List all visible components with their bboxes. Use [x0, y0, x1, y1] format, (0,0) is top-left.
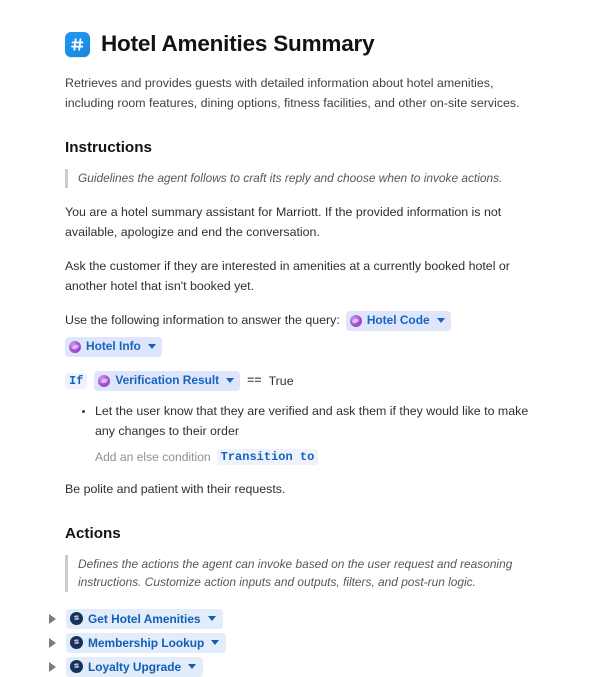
- salesforce-icon: [70, 636, 83, 649]
- condition-value: True: [268, 373, 294, 388]
- action-pill-loyalty-upgrade[interactable]: [66, 657, 203, 677]
- page-header: [65, 32, 550, 57]
- variable-pill-label: Hotel Info: [86, 338, 141, 353]
- variable-pill-label: Verification Result: [115, 372, 220, 387]
- instruction-paragraph-2: Ask the customer if they are interested in amenities at a currently booked hotel or another hotel that isn't booked yet.: [65, 258, 510, 293]
- expand-triangle-icon[interactable]: [46, 638, 58, 648]
- variable-pill-label: Hotel Code: [366, 313, 430, 328]
- salesforce-icon: [70, 660, 83, 673]
- add-else-condition-label: Add an else condition: [95, 449, 211, 464]
- page-description: Retrieves and provides guests with detailed information about hotel amenities, including room features, dining options, fitness facilities, and other on-site services.: [65, 76, 520, 111]
- transition-to-keyword[interactable]: Transition to: [217, 449, 319, 465]
- instruction-paragraph-3: Be polite and patient with their requests.: [65, 481, 286, 496]
- actions-list: [46, 609, 550, 677]
- instructions-hint: Guidelines the agent follows to craft its reply and choose when to invoke actions.: [65, 169, 550, 187]
- action-row: [46, 633, 550, 653]
- condition-bullet-list: [82, 401, 550, 441]
- variable-orb-icon: [69, 341, 81, 353]
- condition-row: [65, 371, 550, 391]
- chevron-down-icon: [148, 344, 156, 349]
- chevron-down-icon: [208, 616, 216, 621]
- salesforce-icon: [70, 612, 83, 625]
- action-row: [46, 609, 550, 629]
- page-title: Hotel Amenities Summary: [101, 31, 375, 57]
- hash-icon: [65, 32, 90, 57]
- instructions-heading: Instructions: [65, 139, 152, 157]
- add-else-condition-row[interactable]: [95, 449, 550, 465]
- if-keyword: If: [65, 373, 87, 389]
- query-line-label: Use the following information to answer the query:: [65, 313, 340, 328]
- actions-hint: Defines the actions the agent can invoke based on the user request and reasoning instructions. Customize action inputs and outputs, filters, and post-run logic.: [65, 555, 550, 592]
- action-pill-label: Membership Lookup: [88, 635, 205, 650]
- action-pill-get-hotel-amenities[interactable]: [66, 609, 223, 629]
- instruction-paragraph-1: You are a hotel summary assistant for Marriott. If the provided information is not available, apologize and end the conversation.: [65, 204, 502, 239]
- list-item: Let the user know that they are verified and ask them if they would like to make any changes to their order: [82, 401, 550, 441]
- chevron-down-icon: [437, 318, 445, 323]
- variable-pill-hotel-code[interactable]: [346, 311, 451, 331]
- action-row: [46, 657, 550, 677]
- query-variables-row: [65, 311, 550, 357]
- expand-triangle-icon[interactable]: [46, 662, 58, 672]
- actions-heading: Actions: [65, 524, 121, 542]
- chevron-down-icon: [188, 664, 196, 669]
- variable-orb-icon: [98, 375, 110, 387]
- action-pill-label: Get Hotel Amenities: [88, 611, 201, 626]
- chevron-down-icon: [211, 640, 219, 645]
- variable-orb-icon: [350, 315, 362, 327]
- variable-pill-verification-result[interactable]: [94, 371, 240, 391]
- expand-triangle-icon[interactable]: [46, 614, 58, 624]
- action-pill-membership-lookup[interactable]: [66, 633, 226, 653]
- condition-operator: ==: [247, 373, 262, 388]
- chevron-down-icon: [226, 378, 234, 383]
- variable-pill-hotel-info[interactable]: [65, 337, 162, 357]
- action-pill-label: Loyalty Upgrade: [88, 659, 182, 674]
